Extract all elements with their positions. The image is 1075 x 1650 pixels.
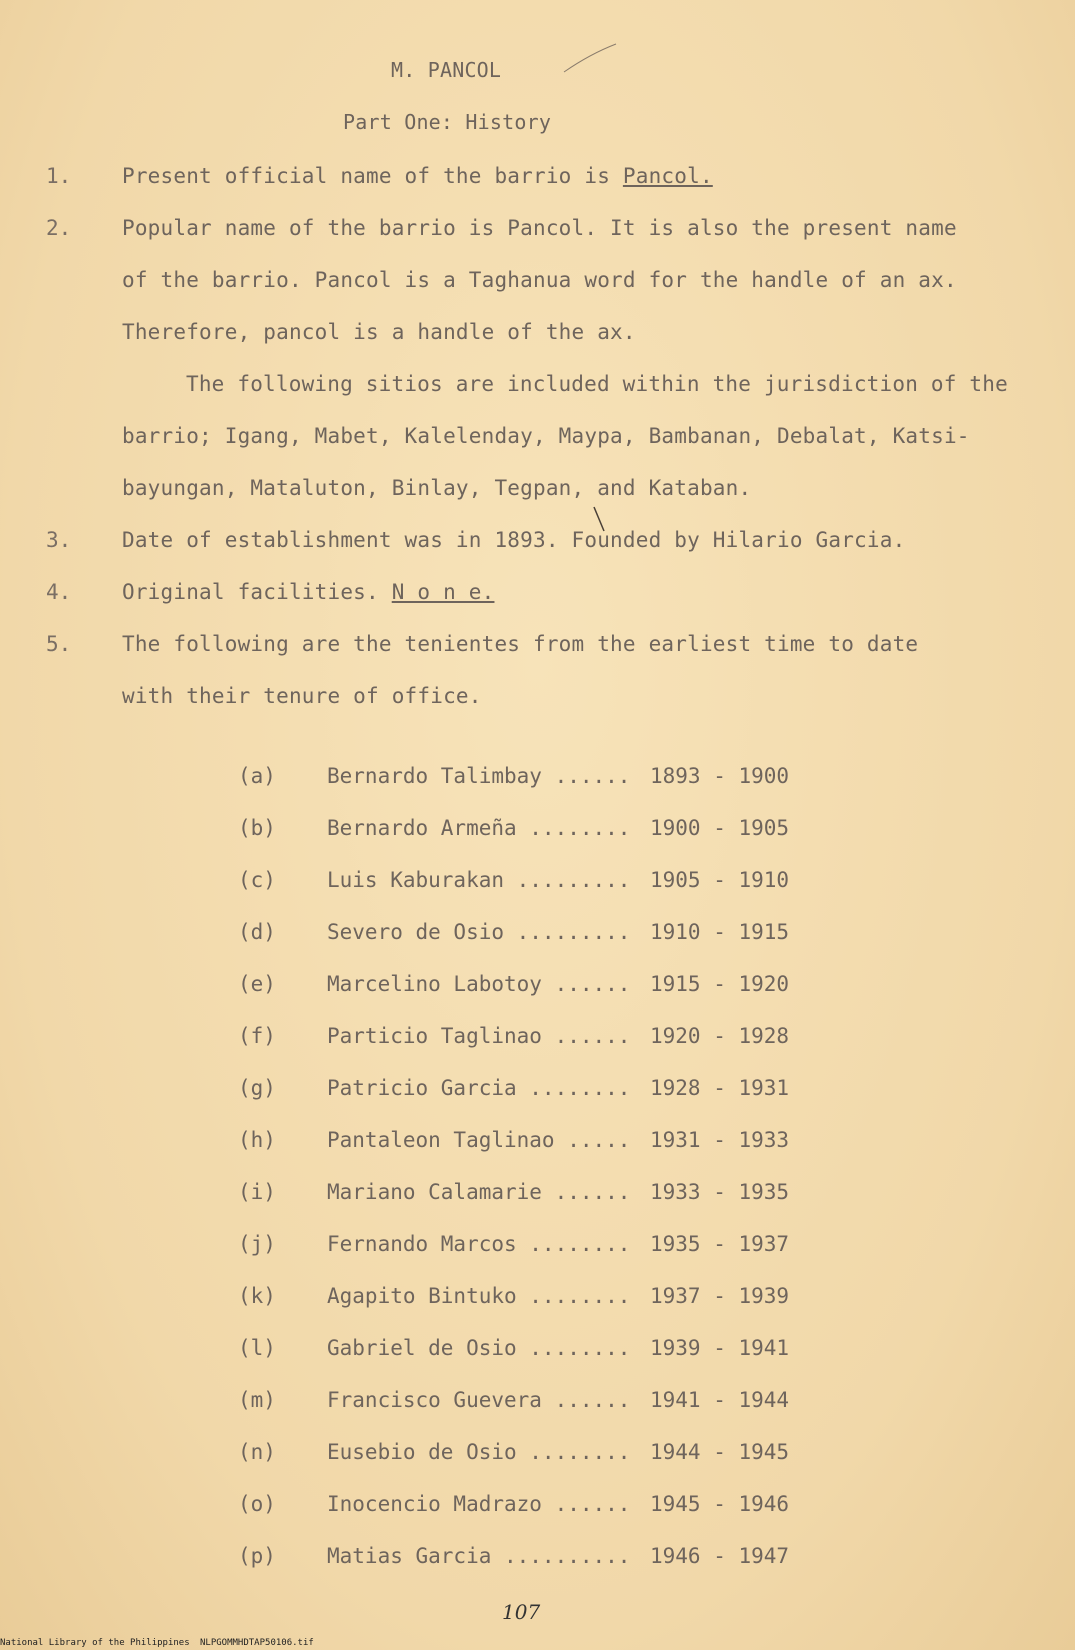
official-name: Pancol. [622, 164, 713, 188]
caret-mark-icon [590, 505, 610, 535]
facilities-value: N o n e. [391, 580, 495, 604]
item-2-line-1: Popular name of the barrio is Pancol. It is also the present name [122, 216, 957, 240]
footer-source: National Library of the Philippines [0, 1638, 190, 1648]
sitios-line-3: bayungan, Mataluton, Binlay, Tegpan, and Kataban. [122, 476, 752, 500]
footer-filename: NLPGOMMHDTAP50106.tif [200, 1638, 314, 1648]
item-number-4: 4. [46, 580, 72, 604]
list-item: (l) Gabriel de Osio ........ 1939 - 1941 [238, 1336, 790, 1360]
item-5-line-1: The following are the tenientes from the earliest time to date [122, 632, 919, 656]
item-2-line-3: Therefore, pancol is a handle of the ax. [122, 320, 636, 344]
item-3-text: Date of establishment was in 1893. Founded by Hilario Garcia. [122, 528, 906, 552]
document-subtitle: Part One: History [343, 110, 552, 134]
list-item: (k) Agapito Bintuko ........ 1937 - 1939 [238, 1284, 790, 1308]
page-number: 107 [502, 1600, 541, 1624]
item-2-line-2: of the barrio. Pancol is a Taghanua word for the handle of an ax. [122, 268, 957, 292]
item-4-text: Original facilities. N o n e. [122, 580, 495, 604]
list-item: (g) Patricio Garcia ........ 1928 - 1931 [238, 1076, 790, 1100]
list-item: (p) Matias Garcia .......... 1946 - 1947 [238, 1544, 790, 1568]
list-item: (c) Luis Kaburakan ......... 1905 - 1910 [238, 868, 790, 892]
list-item: (d) Severo de Osio ......... 1910 - 1915 [238, 920, 790, 944]
item-number-2: 2. [46, 216, 72, 240]
list-item: (m) Francisco Guevera ...... 1941 - 1944 [238, 1388, 790, 1412]
pencil-mark-icon [560, 40, 620, 80]
list-item: (f) Particio Taglinao ...... 1920 - 1928 [238, 1024, 790, 1048]
item-number-5: 5. [46, 632, 72, 656]
sitios-line-1: The following sitios are included within the jurisdiction of the [186, 372, 1008, 396]
document-title: M. PANCOL [391, 58, 502, 82]
list-item: (i) Mariano Calamarie ...... 1933 - 1935 [238, 1180, 790, 1204]
item-number-1: 1. [46, 164, 72, 188]
list-item: (a) Bernardo Talimbay ...... 1893 - 1900 [238, 764, 790, 788]
sitios-line-2: barrio; Igang, Mabet, Kalelenday, Maypa, Bambanan, Debalat, Katsi- [122, 424, 970, 448]
item-number-3: 3. [46, 528, 72, 552]
item-5-line-2: with their tenure of office. [122, 684, 482, 708]
list-item: (e) Marcelino Labotoy ...... 1915 - 1920 [238, 972, 790, 996]
list-item: (j) Fernando Marcos ........ 1935 - 1937 [238, 1232, 790, 1256]
list-item: (o) Inocencio Madrazo ...... 1945 - 1946 [238, 1492, 790, 1516]
list-item: (h) Pantaleon Taglinao ..... 1931 - 1933 [238, 1128, 790, 1152]
item-1-text: Present official name of the barrio is Pancol. [122, 164, 713, 188]
list-item: (n) Eusebio de Osio ........ 1944 - 1945 [238, 1440, 790, 1464]
list-item: (b) Bernardo Armeña ........ 1900 - 1905 [238, 816, 790, 840]
